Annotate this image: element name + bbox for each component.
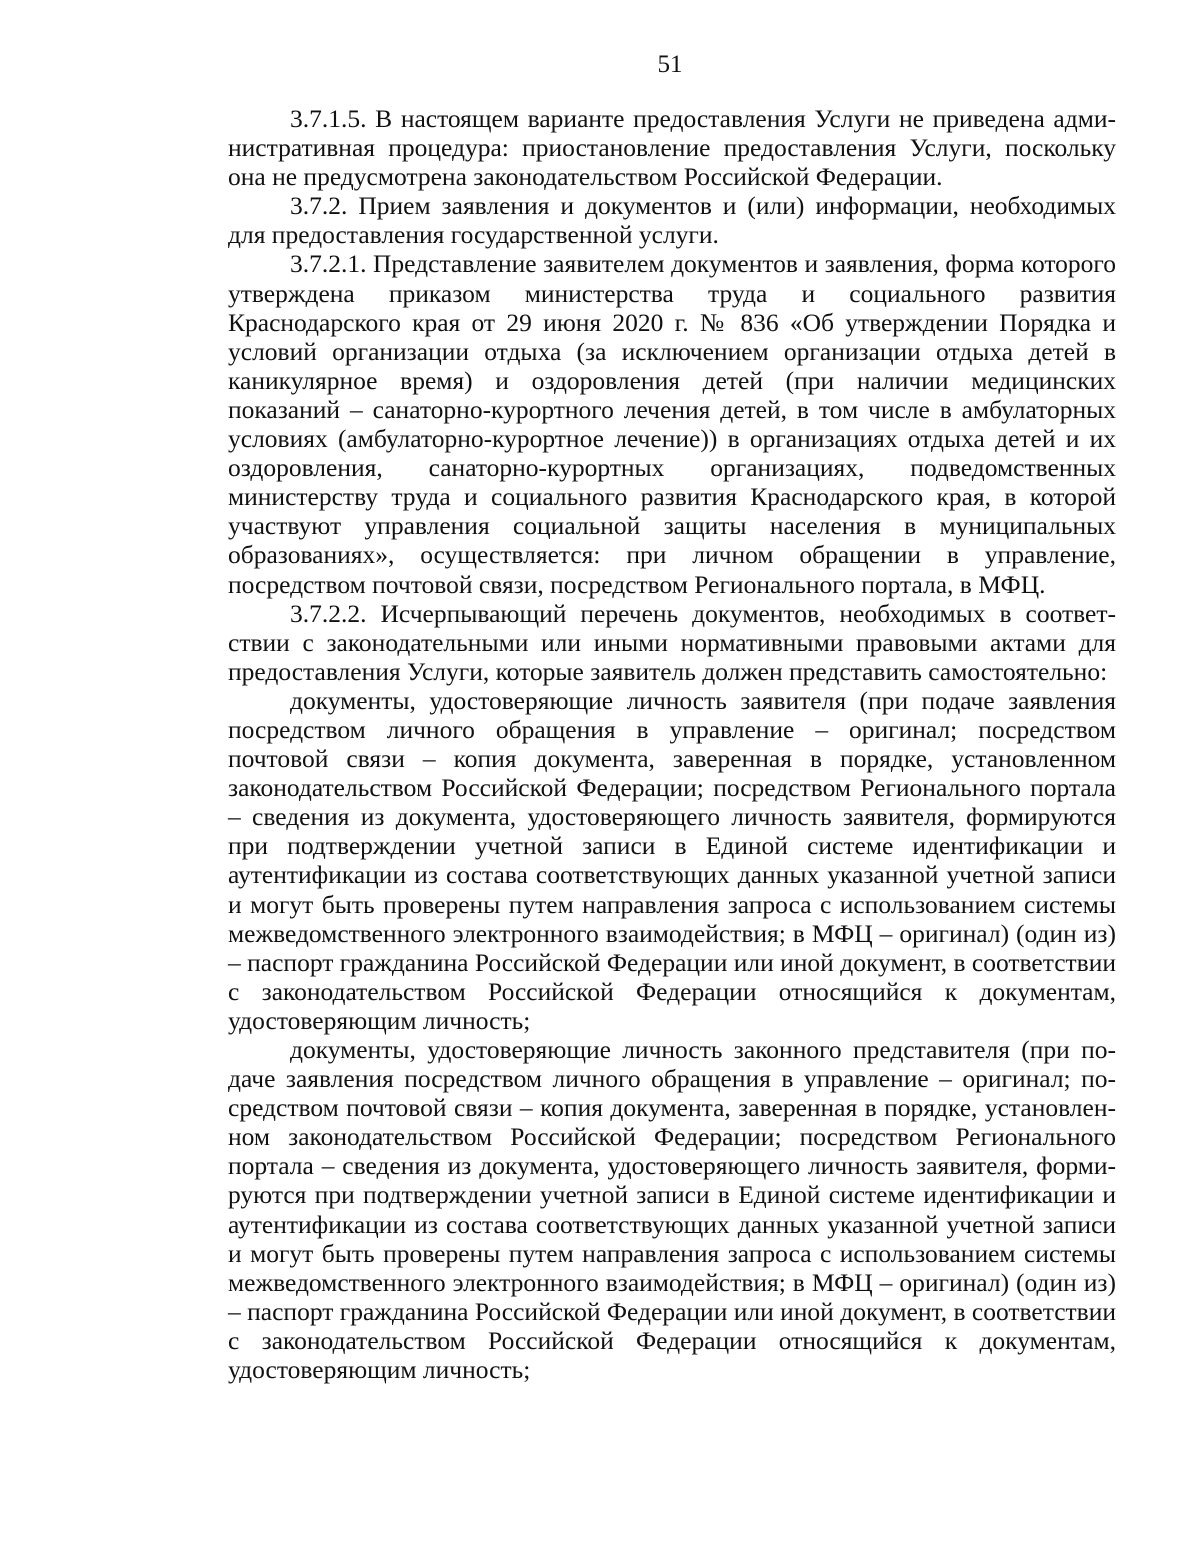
- paragraph-3-7-2-2: 3.7.2.2. Исчерпывающий перечень документов, необходимых в соответствии с законодательными или иными нормативными правовыми актами для предоставления Услуги, которые заявитель должен представить самостоятельно:: [228, 598, 1116, 686]
- paragraph-3-7-2-1: 3.7.2.1. Представление заявителем документов и заявления, форма которого утверждена приказом министерства труда и социального развития Краснодарского края от 29 июня 2020 г. № 836 «Об утверждении Порядка и условий организации отдыха (за исключением организации отдыха детей в каникулярное время) и оздоровления детей (при наличии медицинских показаний – санаторно-курортного лечения детей, в том числе в амбулаторных условиях (амбулаторно-курортное лечение)) в организациях отдыха детей и их оздоровления, санаторно-курортных организациях, подведомственных министерству труда и социального развития Краснодарского края, в которой участвуют управления социальной защиты населения в муниципальных образованиях», осуществляется: при личном обращении в управление, посредством почтовой связи, посредством Регионального портала, в МФЦ.: [228, 249, 1116, 599]
- paragraph-3-7-2: 3.7.2. Прием заявления и документов и (или) информации, необходимых для предоставления государственной услуги.: [228, 191, 1116, 250]
- paragraph-applicant-identity-documents: документы, удостоверяющие личность заявителя (при подаче заявления посредством личного обращения в управление – оригинал; посредством почтовой связи – копия документа, заверенная в порядке, установленном законодательством Российской Федерации; посредством Регионального портала – сведения из документа, удостоверяющего личность заявителя, формируются при подтверждении учетной записи в Единой системе идентификации и аутентификации из состава соответствующих данных указанной учетной записи и могут быть проверены путем направления запроса с использованием системы межведомственного электронного взаимодействия; в МФЦ – оригинал) (один из) – паспорт гражданина Российской Федерации или иной документ, в соответствии с законодательством Российской Федерации относящийся к документам, удостоверяющим личность;: [228, 685, 1116, 1035]
- paragraph-3-7-1-5: 3.7.1.5. В настоящем варианте предоставления Услуги не приведена административная процедура: приостановление предоставления Услуги, поскольку она не предусмотрена законодательством Российской Федерации.: [228, 104, 1116, 192]
- paragraph-representative-identity-documents: документы, удостоверяющие личность законного представителя (при подаче заявления посредством личного обращения в управление – оригинал; посредством почтовой связи – копия документа, заверенная в порядке, установленном законодательством Российской Федерации; посредством Регионального портала – сведения из документа, удостоверяющего личность заявителя, формируются при подтверждении учетной записи в Единой системе идентификации и аутентификации из состава соответствующих данных указанной учетной записи и могут быть проверены путем направления запроса с использованием системы межведомственного электронного взаимодействия; в МФЦ – оригинал) (один из) – паспорт гражданина Российской Федерации или иной документ, в соответствии с законодательством Российской Федерации относящийся к документам, удостоверяющим личность;: [228, 1035, 1116, 1385]
- page-number: 51: [657, 51, 683, 78]
- document-body: [228, 104, 1116, 1384]
